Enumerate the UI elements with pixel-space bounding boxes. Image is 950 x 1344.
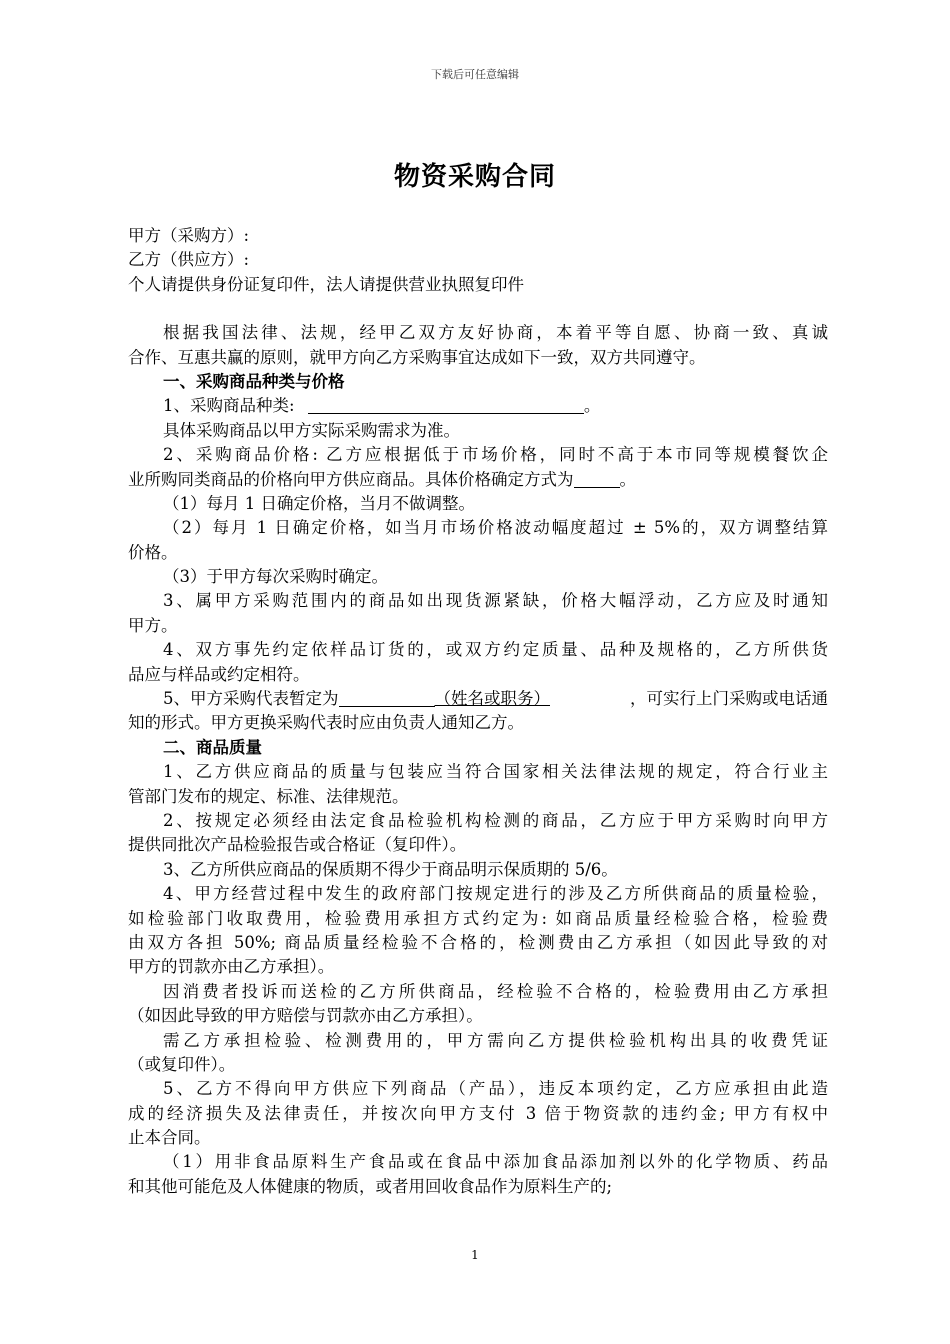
option-line: （2）每月 1 日确定价格，如当月市场价格波动幅度超过 ± 5%的，双方调整结算 [163, 518, 828, 538]
clause-line: 提供同批次产品检验报告或合格证（复印件）。 [128, 835, 467, 855]
clause-line: 由双方各担 50%; 商品质量经检验不合格的，检测费由乙方承担（如因此导致的对 [128, 932, 828, 952]
clause-line: 需乙方承担检验、检测费用的，甲方需向乙方提供检验机构出具的收费凭证 [163, 1030, 828, 1050]
clause-line [128, 468, 828, 492]
clause-line: 管部门发布的规定、标准、法律规范。 [128, 786, 409, 806]
clause-line: 具体采购商品以甲方实际采购需求为准。 [163, 420, 460, 440]
clause-line: 1、乙方供应商品的质量与包装应当符合国家相关法律法规的规定，符合行业主 [163, 762, 828, 782]
clause-line: 2、按规定必须经由法定食品检验机构检测的商品，乙方应于甲方采购时向甲方 [163, 810, 828, 830]
clause-text: ，可实行上门采购或电话通 [630, 689, 828, 709]
fill-in-blank[interactable] [308, 395, 584, 414]
fill-in-blank[interactable] [574, 469, 620, 488]
id-note: 个人请提供身份证复印件，法人请提供营业执照复印件 [128, 274, 524, 294]
underlined-text: （姓名或职务） [434, 689, 550, 709]
clause-line: 如检验部门收取费用，检验费用承担方式约定为: 如商品质量经检验合格，检验费 [128, 908, 828, 928]
clause-text: 业所购同类商品的价格向甲方供应商品。具体价格确定方式为 [128, 469, 574, 489]
spacer [128, 297, 828, 321]
page-number: 1 [471, 1248, 479, 1262]
option-line: （3）于甲方每次采购时确定。 [163, 567, 388, 587]
option-line: （1）每月 1 日确定价格，当月不做调整。 [163, 493, 475, 513]
clause-line: （如因此导致的甲方赔偿与罚款亦由乙方承担）。 [128, 1006, 483, 1026]
intro-line: 合作、互惠共赢的原则，就甲方向乙方采购事宜达成如下一致，双方共同遵守。 [128, 347, 706, 367]
intro-line: 根据我国法律、法规，经甲乙双方友好协商，本着平等自愿、协商一致、真诚 [163, 323, 828, 343]
clause-line: 4、双方事先约定依样品订货的，或双方约定质量、品种及规格的，乙方所供货 [163, 640, 828, 660]
clause-line: 2、采购商品价格: 乙方应根据低于市场价格，同时不高于本市同等规模餐饮企 [163, 445, 828, 465]
clause-line: 4、甲方经营过程中发生的政府部门按规定进行的涉及乙方所供商品的质量检验， [163, 884, 828, 904]
sub-clause-line: （1）用非食品原料生产食品或在食品中添加食品添加剂以外的化学物质、药品 [163, 1152, 828, 1172]
header-note: 下载后可任意编辑 [431, 68, 519, 81]
contract-body [128, 224, 828, 1199]
clause-line: 知的形式。甲方更换采购代表时应由负责人通知乙方。 [128, 713, 524, 733]
clause-line: 甲方的罚款亦由乙方承担）。 [128, 957, 335, 977]
section-heading: 二、商品质量 [163, 737, 262, 757]
clause-line: 止本合同。 [128, 1128, 211, 1148]
clause-line: 3、属甲方采购范围内的商品如出现货源紧缺，价格大幅浮动，乙方应及时通知 [163, 591, 828, 611]
party-b-line: 乙方（供应方）: [128, 250, 250, 270]
fill-in-blank[interactable] [339, 688, 435, 707]
clause-line: 甲方。 [128, 615, 178, 635]
section-heading: 一、采购商品种类与价格 [163, 371, 345, 391]
clause-line: 品应与样品或约定相符。 [128, 664, 310, 684]
clause-line [128, 394, 828, 418]
clause-line: 3、乙方所供应商品的保质期不得少于商品明示保质期的 5/6。 [163, 859, 618, 879]
clause-line: （或复印件）。 [128, 1054, 236, 1074]
document-title: 物资采购合同 [393, 162, 556, 192]
clause-line [128, 687, 828, 711]
party-a-line: 甲方（采购方）: [128, 226, 250, 245]
clause-end: 。 [619, 469, 636, 489]
clause-line: 成的经济损失及法律责任，并按次向甲方支付 3 倍于物资款的违约金; 甲方有权中 [128, 1103, 828, 1123]
clause-line: 5、乙方不得向甲方供应下列商品（产品），违反本项约定，乙方应承担由此造 [163, 1079, 828, 1099]
clause-text: 5、甲方采购代表暂定为 [163, 689, 339, 709]
clause-end: 。 [583, 396, 601, 416]
sub-clause-line: 和其他可能危及人体健康的物质，或者用回收食品作为原料生产的; [128, 1176, 613, 1196]
clause-label: 1、采购商品种类: [163, 396, 295, 416]
clause-line: 因消费者投诉而送检的乙方所供商品，经检验不合格的，检验费用由乙方承担 [163, 981, 828, 1001]
option-line: 价格。 [128, 542, 178, 562]
